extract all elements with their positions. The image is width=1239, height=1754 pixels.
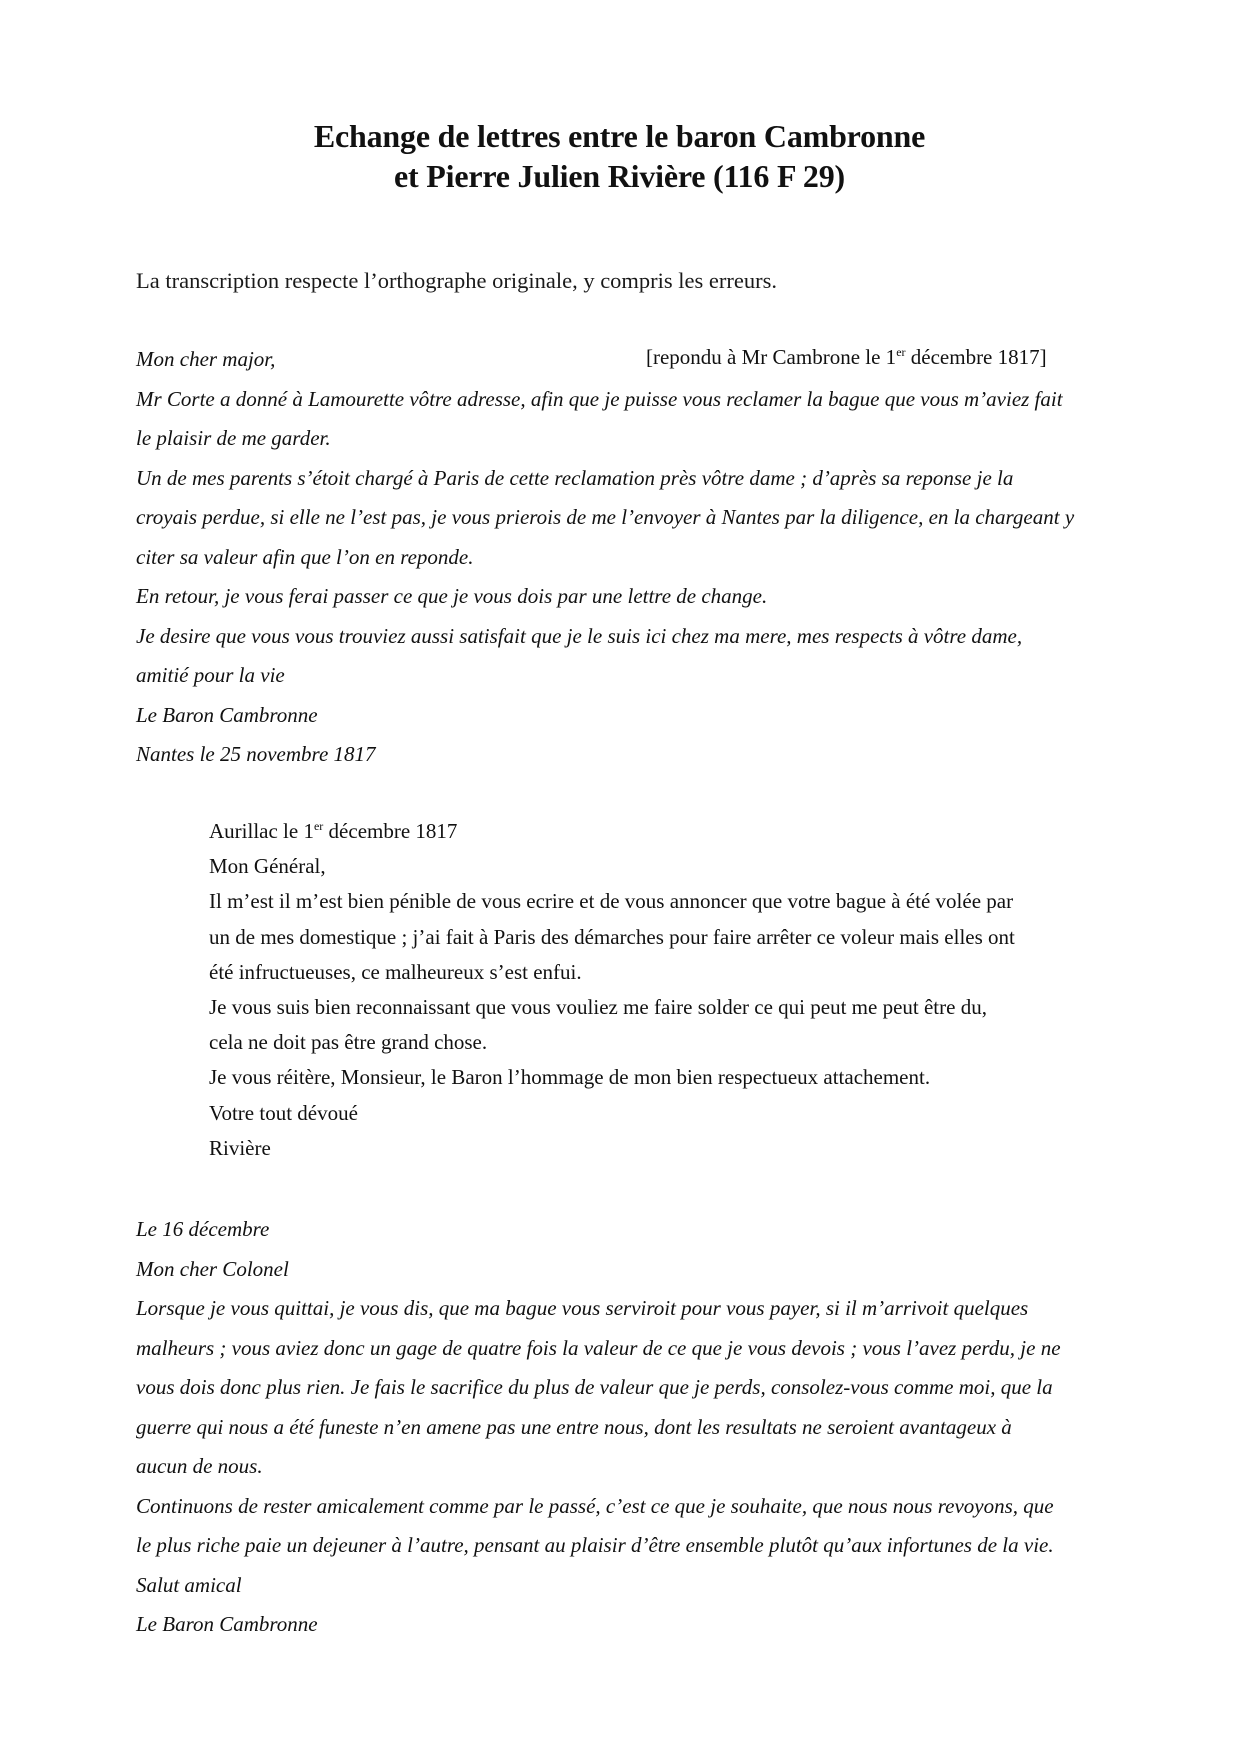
letter-riviere (209, 814, 1109, 1166)
title-line-2: et Pierre Julien Rivière (116 F 29) (394, 158, 845, 194)
letter1-line: Je desire que vous vous trouviez aussi satisfait que je le suis ici chez ma mere, mes respects à vôtre dame, (136, 623, 1023, 648)
letter3-closing: Salut amical (136, 1572, 242, 1597)
letter3-line: vous dois donc plus rien. Je fais le sacrifice du plus de valeur que je perds, consolez-vous comme moi, que la (136, 1375, 1053, 1399)
letter3-line: Lorsque je vous quittai, je vous dis, que ma bague vous serviroit pour vous payer, si il m’arrivoit quelques (136, 1296, 1029, 1320)
letter3-line: Continuons de rester amicalement comme par le passé, c’est ce que je souhaite, que nous nous revoyons, que (136, 1493, 1054, 1518)
letter2-line: été infructueuses, ce malheureux s’est enfui. (209, 959, 582, 984)
letter2-line: Je vous suis bien reconnaissant que vous vouliez me faire solder ce qui peut me peut être du, (209, 995, 987, 1020)
letter2-line: cela ne doit pas être grand chose. (209, 1030, 488, 1055)
letter1-salutation: Mon cher major, (136, 347, 276, 371)
letter3-line: guerre qui nous a été funeste n’en amene pas une entre nous, dont les resultats ne seroient avantageux à (136, 1414, 1012, 1439)
letter2-line: Il m’est il m’est bien pénible de vous ecrire et de vous annoncer que votre bague à été volée par (209, 889, 1014, 914)
letter2-date-prefix: Aurillac le 1 (209, 819, 314, 843)
letter2-date (209, 814, 1109, 849)
reply-note-sup: er (896, 345, 906, 359)
document-title (0, 116, 1239, 196)
letter1-line: croyais perdue, si elle ne l’est pas, je vous prierois de me l’envoyer à Nantes par la diligence, en la chargeant y (136, 505, 1075, 529)
letter1-reply-note (646, 340, 1047, 375)
letter2-salutation: Mon Général, (209, 854, 326, 879)
letter2-date-suffix: décembre 1817 (323, 819, 458, 843)
title-line-1: Echange de lettres entre le baron Cambronne (313, 118, 926, 154)
letter1-header (136, 340, 1106, 380)
letter2-date-sup: er (313, 819, 324, 833)
letter2-closing: Votre tout dévoué (209, 1100, 358, 1125)
letter3-line: malheurs ; vous aviez donc un gage de quatre fois la valeur de ce que je vous devois ; vous l’avez perdu, je ne (136, 1335, 1061, 1360)
letter3-line: aucun de nous. (136, 1454, 263, 1478)
letter3-line: le plus riche paie un dejeuner à l’autre, pensant au plaisir d’être ensemble plutôt qu’aux infortunes de la vie. (136, 1533, 1054, 1557)
transcription-note: La transcription respecte l’orthographe originale, y compris les erreurs. (136, 268, 778, 293)
letter3-signature: Le Baron Cambronne (136, 1612, 318, 1636)
reply-note-suffix: décembre 1817] (905, 345, 1047, 369)
reply-note-prefix: [repondu à Mr Cambrone le 1 (646, 345, 897, 369)
letter2-line: Je vous réitère, Monsieur, le Baron l’hommage de mon bien respectueux attachement. (209, 1065, 931, 1090)
letter-cambronne-2 (136, 1210, 1116, 1645)
letter1-signature: Le Baron Cambronne (136, 702, 318, 727)
letter1-line: amitié pour la vie (136, 663, 285, 687)
letter1-line: En retour, je vous ferai passer ce que je vous dois par une lettre de change. (136, 584, 768, 608)
letter1-line: citer sa valeur afin que l’on en reponde. (136, 544, 474, 569)
letter3-date: Le 16 décembre (136, 1217, 270, 1241)
letter2-signature: Rivière (209, 1135, 271, 1160)
letter1-line: le plaisir de me garder. (136, 426, 331, 450)
letter1-place-date: Nantes le 25 novembre 1817 (136, 742, 376, 766)
letter1-line: Un de mes parents s’étoit chargé à Paris de cette reclamation près vôtre dame ; d’après sa reponse je la (136, 465, 1014, 490)
letter1-line: Mr Corte a donné à Lamourette vôtre adresse, afin que je puisse vous reclamer la bague que vous m’aviez fait (136, 386, 1063, 411)
letter2-line: un de mes domestique ; j’ai fait à Paris des démarches pour faire arrêter ce voleur mais elles ont (209, 924, 1015, 949)
letter3-salutation: Mon cher Colonel (136, 1256, 289, 1281)
letter-cambronne-1 (136, 340, 1106, 775)
